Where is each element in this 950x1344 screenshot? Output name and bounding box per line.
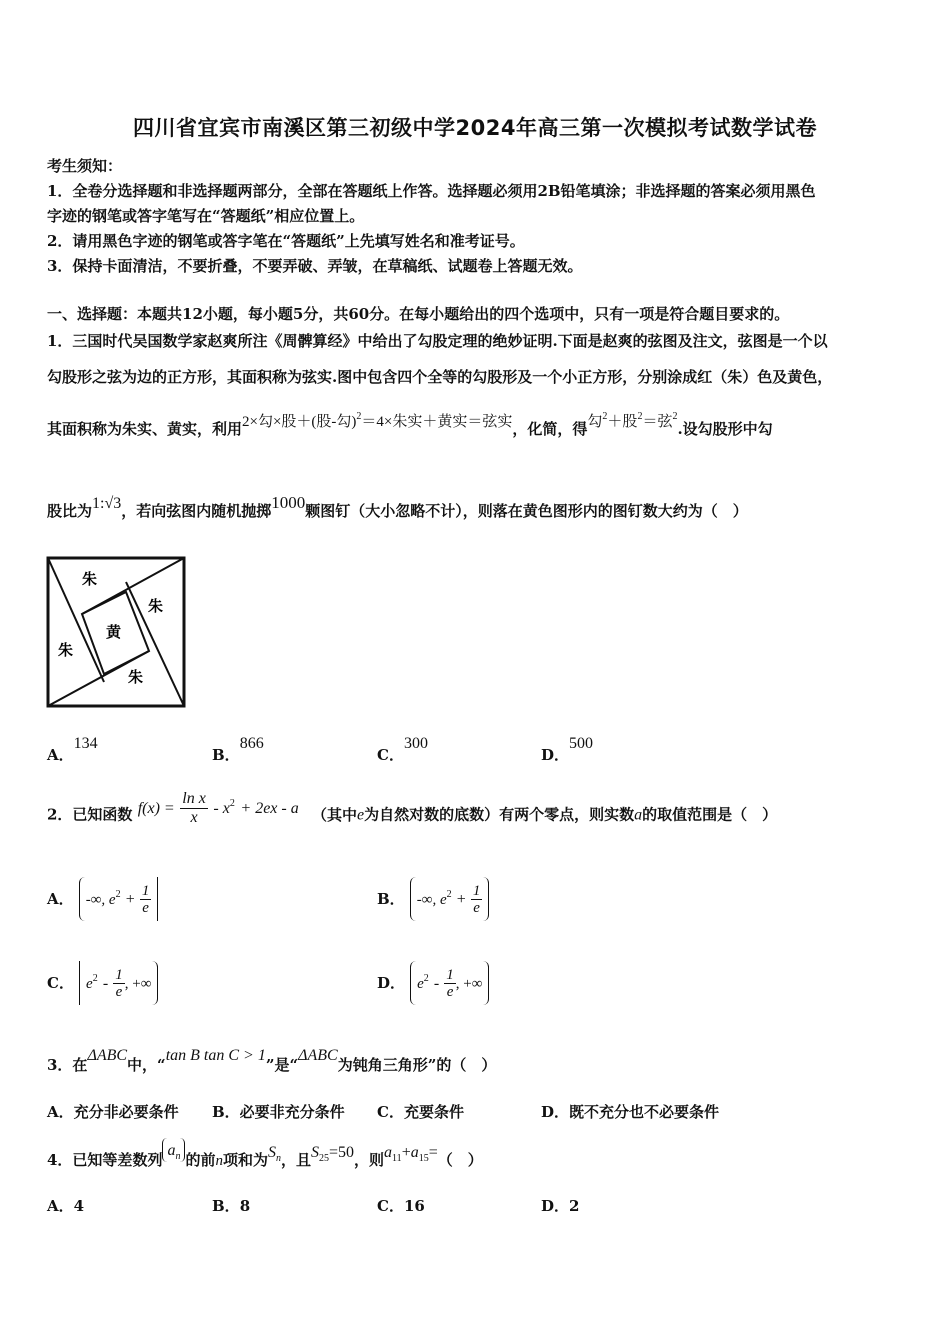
q1-line-3 [47, 411, 773, 439]
q3-prefix: 3．在 [47, 1056, 88, 1074]
q3-suffix: 为钝角三角形”的（ ） [337, 1056, 497, 1074]
q1-ratio: 1:√3 [92, 495, 122, 512]
q1-line-3-text-b: ，化简，得 [512, 420, 588, 438]
q4-option-d[interactable]: D．2 [541, 1197, 580, 1215]
q4-suffix: （ ） [437, 1151, 483, 1169]
notice-item-1-line-2: 字迹的钢笔或答字笔写在“答题纸”相应位置上。 [47, 207, 365, 225]
q4-mid-3: ，且 [280, 1151, 311, 1169]
q2-prefix: 2．已知函数 [47, 805, 133, 824]
q3-option-c[interactable]: C．充要条件 [377, 1103, 464, 1121]
q3-triangle: ΔABC [87, 1047, 128, 1064]
q4-target: $a_{11}+a_{15}=$ [384, 1144, 438, 1164]
label-huang-center: 黄 [106, 623, 122, 641]
q1-option-c[interactable]: C．300 [377, 735, 428, 764]
q2-a: a [634, 806, 643, 824]
q1-line-4 [47, 493, 748, 521]
q4-option-c[interactable]: C．16 [377, 1197, 425, 1215]
q4-sum: $S_n$ [267, 1144, 281, 1164]
q1-line-3-text-a: 其面积称为朱实、黄实，利用 [47, 420, 243, 438]
q2-line [47, 792, 777, 836]
q1-line-1: 1．三国时代吴国数学家赵爽所注《周髀算经》中给出了勾股定理的绝妙证明.下面是赵爽的弦图及注文，弦图是一个以 [47, 332, 828, 350]
q4-line [47, 1142, 483, 1172]
q2-option-d[interactable]: D． $e^2$ - $\frac{1}{e}$ , +∞ [377, 960, 489, 1006]
label-zhu-left: 朱 [58, 641, 74, 659]
label-zhu-bottom: 朱 [128, 668, 144, 686]
notice-heading: 考生须知： [47, 157, 123, 175]
q2-option-a[interactable]: A． -∞, $e^2$ + $\frac{1}{e}$ [47, 876, 158, 922]
q4-mid-1: 的前 [185, 1151, 216, 1169]
q3-triangle-2: ΔABC [298, 1047, 338, 1064]
q3-option-b[interactable]: B．必要非充分条件 [212, 1103, 345, 1121]
notice-item-2: 2．请用黑色字迹的钢笔或答字笔在“答题纸”上先填写姓名和准考证号。 [47, 232, 525, 250]
q4-mid-2: 项和为 [222, 1151, 268, 1169]
q1-formula-2: 勾$^2$＋股$^2$＝弦$^2$ [587, 411, 678, 430]
q3-mid-1: 中，“ [127, 1056, 166, 1074]
q1-count: 1000 [271, 493, 306, 512]
q2-suffix-c: 的取值范围是（ ） [642, 805, 778, 824]
q2-option-c[interactable]: C． $e^2$ - $\frac{1}{e}$ , +∞ [47, 960, 158, 1006]
notice-item-1-line-1: 1．全卷分选择题和非选择题两部分，全部在答题纸上作答。选择题必须用2B铅笔填涂；非选择题的答案必须用黑色 [47, 182, 816, 200]
q1-formula-1: 2×勾×股＋(股-勾)$^2$＝4×朱实＋黄实＝弦实 [242, 411, 513, 430]
q2-e: e [356, 806, 365, 824]
q1-line-4-text-b: ，若向弦图内随机抛掷 [121, 502, 272, 520]
label-zhu-top: 朱 [82, 570, 98, 588]
q2-suffix-a: （其中 [311, 805, 357, 824]
q1-line-4-text-a: 股比为 [47, 502, 93, 520]
q4-option-a[interactable]: A．4 [47, 1197, 85, 1215]
q3-option-a[interactable]: A．充分非必要条件 [47, 1103, 179, 1121]
q2-option-b[interactable]: B． -∞, $e^2$ + $\frac{1}{e}$ [377, 876, 489, 922]
q3-mid-2: ”是“ [265, 1056, 299, 1074]
page-title: 四川省宜宾市南溪区第三初级中学2024年高三第一次模拟考试数学试卷 [133, 116, 817, 140]
q1-line-2: 勾股形之弦为边的正方形，其面积称为弦实.图中包含四个全等的勾股形及一个小正方形，分别涂成红（朱）色及黄色， [47, 368, 833, 386]
q4-n: n [215, 1153, 223, 1169]
q2-function: f(x) = $\frac{\text{ln x}}{x}$ - $x^2 + 2ex - a$ [137, 790, 299, 826]
q4-option-b[interactable]: B．8 [212, 1197, 251, 1215]
q1-line-4-text-c: 颗图钉（大小忽略不计），则落在黄色图形内的图钉数大约为（ ） [305, 502, 748, 520]
q1-option-d[interactable]: D．500 [541, 735, 594, 764]
q1-line-3-text-c: .设勾股形中勾 [677, 420, 773, 438]
q1-option-a[interactable]: A．134 [47, 735, 98, 764]
q4-sequence: $a_n$ [162, 1138, 185, 1162]
q3-condition: tan B tan C > 1 [165, 1047, 266, 1064]
q4-mid-4: ，则 [354, 1151, 385, 1169]
label-zhu-right: 朱 [148, 597, 164, 615]
notice-item-3: 3．保持卡面清洁，不要折叠，不要弄破、弄皱，在草稿纸、试题卷上答题无效。 [47, 257, 583, 275]
q4-prefix: 4．已知等差数列 [47, 1151, 163, 1169]
chord-diagram [46, 556, 186, 708]
q1-option-b[interactable]: B．866 [212, 735, 264, 764]
q2-suffix-b: 为自然对数的底数）有两个零点，则实数 [364, 805, 635, 824]
section-heading: 一、选择题：本题共12小题，每小题5分，共60分。在每小题给出的四个选项中，只有一项是符合题目要求的。 [47, 305, 790, 323]
q3-option-d[interactable]: D．既不充分也不必要条件 [541, 1103, 720, 1121]
q3-line [47, 1047, 497, 1075]
q4-s25: $S_{25}=50$ [311, 1144, 355, 1164]
